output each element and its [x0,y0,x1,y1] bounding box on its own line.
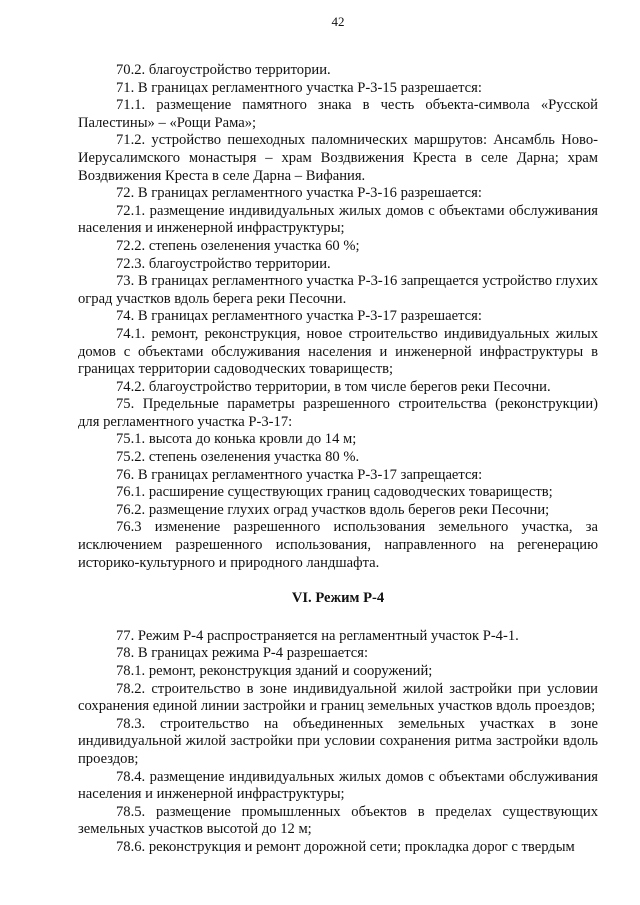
paragraph-72-3: 72.3. благоустройство территории. [116,255,331,272]
paragraph-70-2: 70.2. благоустройство территории. [116,62,331,78]
paragraph-78-3: 78.3. строительство на объединенных земельных участках в зоне индивидуальной жилой застройки при условии сохранения ритма застройки вдоль проездов; [78,715,598,767]
paragraph-78-1: 78.1. ремонт, реконструкция зданий и сооружений; [116,663,433,679]
section-title: VI. Режим Р-4 [291,590,385,607]
paragraph-75-1: 75.1. высота до конька кровли до 14 м; [116,431,357,448]
paragraph-76-1: 76.1. расширение существующих границ садоводческих товариществ; [116,484,553,501]
paragraph-74-2: 74.2. благоустройство территории, в том числе берегов реки Песочни. [116,378,551,395]
paragraph-75-2: 75.2. степень озеленения участка 80 %. [116,449,360,466]
paragraph-72-1: 72.1. размещение индивидуальных жилых домов с объектами обслуживания населения и инженерной инфраструктуры; [78,202,598,237]
paragraph-74-1: 74.1. ремонт, реконструкция, новое строительство индивидуальных жилых домов с объектами обслуживания населения и инженерной инфраструктуры в границах территории садоводческих товариществ; [78,325,598,378]
paragraph-71-2: 71.2. устройство пешеходных паломнических маршрутов: Ансамбль Ново-Иерусалимского монастыря – храм Воздвижения Креста в селе Дарна; храм Воздвижения Креста в селе Дарна – Вифания. [78,132,598,184]
paragraph-75: 75. Предельные параметры разрешенного строительства (реконструкции) для регламентного участка Р-3-17: [78,396,598,430]
document-body [78,62,598,857]
paragraph-76-2: 76.2. размещение глухих оград участков вдоль берегов реки Песочни; [116,501,550,518]
paragraph-78-2: 78.2. строительство в зоне индивидуальной жилой застройки при условии сохранения единой линии застройки и границ земельных участков вдоль проездов; [78,680,598,715]
paragraph-78-5: 78.5. размещение промышленных объектов в пределах существующих земельных участков высотой до 12 м; [78,803,598,838]
paragraph-71-1: 71.1. размещение памятного знака в честь объекта-символа «Русской Палестины» – «Рощи Рама»; [78,97,598,131]
paragraph-76-3: 76.3 изменение разрешенного использования земельного участка, за исключением разрешенного использования, направленного на регенерацию историко-культурного и природного ландшафта. [78,519,598,571]
paragraph-71: 71. В границах регламентного участка Р-3-15 разрешается: [116,79,482,96]
paragraph-74: 74. В границах регламентного участка Р-3-17 разрешается: [116,308,482,325]
paragraph-73: 73. В границах регламентного участка Р-3-16 запрещается устройство глухих оград участков вдоль берега реки Песочни. [78,273,598,307]
paragraph-78: 78. В границах режима Р-4 разрешается: [116,645,369,662]
paragraph-72: 72. В границах регламентного участка Р-3-16 разрешается: [116,185,482,202]
paragraph-78-4: 78.4. размещение индивидуальных жилых домов с объектами обслуживания населения и инженерной инфраструктуры; [78,768,598,803]
paragraph-77: 77. Режим Р-4 распространяется на регламентный участок Р-4-1. [116,627,519,644]
paragraph-78-6: 78.6. реконструкция и ремонт дорожной сети; прокладка дорог с твердым [116,838,575,855]
page-number: 42 [331,14,345,29]
paragraph-72-2: 72.2. степень озеленения участка 60 %; [116,237,360,254]
paragraph-76: 76. В границах регламентного участка Р-3-17 запрещается: [116,466,483,483]
